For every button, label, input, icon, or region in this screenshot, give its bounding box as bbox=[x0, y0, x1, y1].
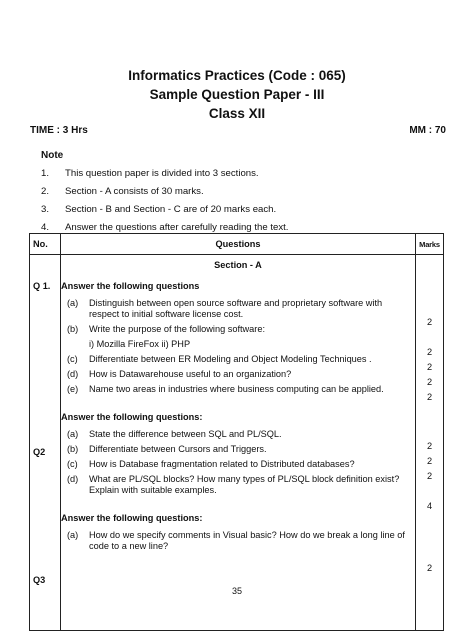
part-label: (a) bbox=[67, 530, 79, 540]
part-label: (a) bbox=[67, 429, 79, 439]
header-questions: Questions bbox=[61, 234, 416, 255]
part-text: Differentiate between ER Modeling and Object Modeling Techniques . bbox=[89, 354, 372, 364]
part-text: How do we specify comments in Visual basic? How do we break a long line of code to a new line? bbox=[89, 530, 405, 551]
note-number: 3. bbox=[41, 203, 50, 215]
list-item bbox=[61, 339, 415, 350]
question-number: Q3 bbox=[33, 574, 46, 585]
class-title: Class XII bbox=[208, 106, 266, 121]
part-text: Differentiate between Cursors and Triggers. bbox=[89, 444, 267, 454]
question-heading: Answer the following questions bbox=[61, 280, 200, 291]
number-column bbox=[30, 255, 61, 631]
mark-value: 2 bbox=[426, 392, 433, 402]
note-heading: Note bbox=[41, 150, 64, 161]
list-item bbox=[61, 369, 415, 380]
subject-title: Informatics Practices (Code : 065) bbox=[128, 68, 346, 83]
mark-value: 2 bbox=[426, 456, 433, 466]
mark-value: 2 bbox=[426, 362, 433, 372]
note-number: 1. bbox=[41, 167, 50, 179]
list-item bbox=[61, 298, 415, 320]
note-number: 2. bbox=[41, 185, 50, 197]
note-text: Answer the questions after carefully reading the text. bbox=[65, 221, 289, 233]
note-text: Section - A consists of 30 marks. bbox=[65, 185, 204, 197]
list-item bbox=[61, 384, 415, 395]
time-label: TIME : 3 Hrs bbox=[30, 125, 88, 136]
questions-column bbox=[61, 255, 416, 631]
part-text: How is Database fragmentation related to Distributed databases? bbox=[89, 459, 355, 469]
note-item bbox=[41, 164, 461, 182]
note-item bbox=[41, 200, 461, 218]
page-number: 35 bbox=[231, 586, 242, 596]
list-item bbox=[61, 324, 415, 335]
list-item bbox=[61, 444, 415, 455]
list-item bbox=[61, 459, 415, 470]
question-heading: Answer the following questions: bbox=[61, 512, 203, 523]
mark-value: 2 bbox=[426, 471, 433, 481]
part-text: Distinguish between open source software and proprietary software with respect to initial software license cost. bbox=[89, 298, 383, 319]
note-text: Section - B and Section - C are of 20 marks each. bbox=[65, 203, 277, 215]
list-item bbox=[61, 530, 415, 552]
question-number: Q2 bbox=[33, 446, 46, 457]
mark-value: 2 bbox=[426, 563, 433, 573]
note-item bbox=[41, 182, 461, 200]
part-text: Write the purpose of the following software: bbox=[89, 324, 266, 334]
max-marks-label: MM : 70 bbox=[409, 125, 446, 136]
mark-value: 2 bbox=[426, 377, 433, 387]
part-label: (a) bbox=[67, 298, 79, 308]
mark-value: 2 bbox=[426, 347, 433, 357]
part-label: (c) bbox=[67, 459, 78, 469]
part-label: (b) bbox=[67, 444, 79, 454]
list-item bbox=[61, 354, 415, 365]
part-label: (d) bbox=[67, 369, 79, 379]
part-extra: i) Mozilla FireFox ii) PHP bbox=[89, 339, 191, 349]
question-number: Q 1. bbox=[33, 280, 51, 291]
question-heading: Answer the following questions: bbox=[61, 411, 203, 422]
mark-value: 2 bbox=[426, 317, 433, 327]
part-text: Name two areas in industries where business computing can be applied. bbox=[89, 384, 384, 394]
list-item bbox=[61, 474, 415, 496]
header-no: No. bbox=[30, 234, 61, 255]
note-text: This question paper is divided into 3 sections. bbox=[65, 167, 259, 179]
part-text: How is Datawarehouse useful to an organization? bbox=[89, 369, 292, 379]
table-header-row bbox=[30, 234, 444, 255]
part-label: (e) bbox=[67, 384, 79, 394]
part-label: (b) bbox=[67, 324, 79, 334]
note-number: 4. bbox=[41, 221, 50, 233]
paper-title: Sample Question Paper - III bbox=[149, 87, 325, 102]
marks-column bbox=[416, 255, 444, 631]
part-text: What are PL/SQL blocks? How many types of PL/SQL block definition exist? Explain with suitable examples. bbox=[89, 474, 400, 495]
mark-value: 2 bbox=[426, 441, 433, 451]
section-title: Section - A bbox=[214, 260, 262, 270]
list-item bbox=[61, 429, 415, 440]
table-body-row bbox=[30, 255, 444, 631]
part-text: State the difference between SQL and PL/SQL. bbox=[89, 429, 282, 439]
title-block bbox=[0, 66, 474, 123]
part-label: (d) bbox=[67, 474, 79, 484]
part-label: (c) bbox=[67, 354, 78, 364]
mark-value: 4 bbox=[426, 501, 433, 511]
note-list bbox=[41, 164, 461, 236]
questions-table bbox=[29, 233, 444, 631]
header-marks: Marks bbox=[416, 234, 444, 255]
